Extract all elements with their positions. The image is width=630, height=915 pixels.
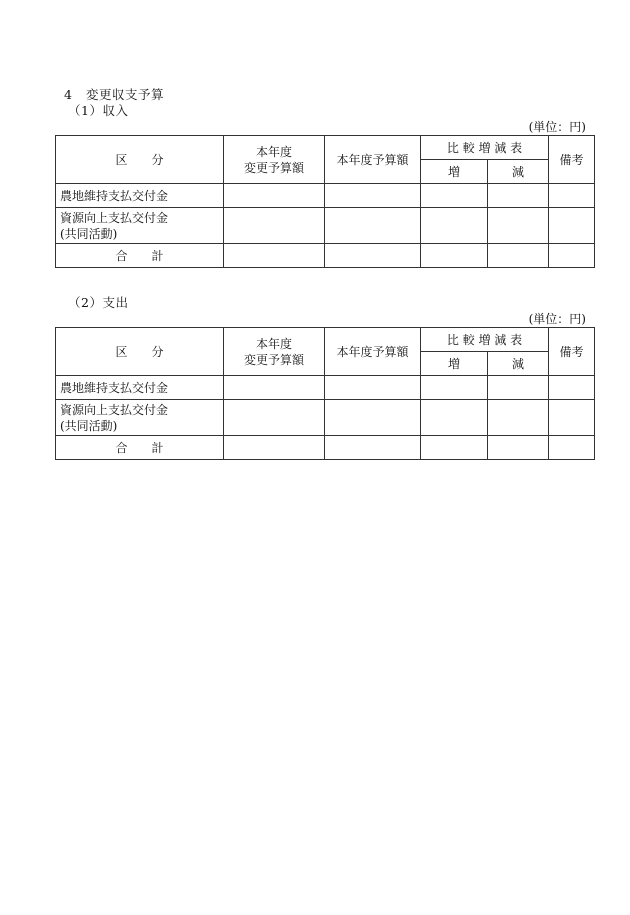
- header-revised-line2: 変更予算額: [243, 352, 304, 367]
- row-label-line1: 資源向上支払交付金: [60, 210, 169, 225]
- cell: [325, 376, 421, 400]
- header-comparison: 比 較 増 減 表: [421, 328, 549, 352]
- header-remarks: 備考: [549, 136, 595, 184]
- cell: [488, 436, 549, 460]
- cell: [224, 376, 325, 400]
- row-label: 農地維持支払交付金: [56, 184, 224, 208]
- cell: [325, 184, 421, 208]
- cell: [549, 244, 595, 268]
- table-row: [56, 208, 595, 244]
- cell: [224, 184, 325, 208]
- cell: [421, 184, 488, 208]
- row-label: 農地維持支払交付金: [56, 376, 224, 400]
- header-increase: 増: [421, 352, 488, 376]
- table-row: [56, 400, 595, 436]
- table-row-total: [56, 436, 595, 460]
- cell: [549, 208, 595, 244]
- header-decrease: 減: [488, 352, 549, 376]
- cell: [421, 208, 488, 244]
- cell: [421, 244, 488, 268]
- cell: [421, 436, 488, 460]
- cell: [224, 244, 325, 268]
- cell: [325, 400, 421, 436]
- cell: [488, 400, 549, 436]
- cell: [421, 400, 488, 436]
- cell: [325, 244, 421, 268]
- header-revised-line1: 本年度: [255, 336, 292, 351]
- cell: [549, 184, 595, 208]
- cell: [224, 436, 325, 460]
- header-revised-budget: [224, 328, 325, 376]
- total-label: 合 計: [56, 436, 224, 460]
- income-unit-label: (単位：円): [528, 120, 586, 134]
- total-label: 合 計: [56, 244, 224, 268]
- header-category: 区 分: [56, 328, 224, 376]
- header-revised-line1: 本年度: [255, 144, 292, 159]
- cell: [549, 400, 595, 436]
- header-decrease: 減: [488, 160, 549, 184]
- cell: [488, 208, 549, 244]
- cell: [325, 436, 421, 460]
- header-category: 区 分: [56, 136, 224, 184]
- row-label: [56, 400, 224, 436]
- income-subtitle: （1）収入: [68, 103, 129, 118]
- cell: [488, 376, 549, 400]
- expenditure-unit-label: (単位：円): [528, 312, 586, 326]
- header-increase: 増: [421, 160, 488, 184]
- header-revised-line2: 変更予算額: [243, 160, 304, 175]
- header-current-budget: 本年度予算額: [325, 136, 421, 184]
- row-label: [56, 208, 224, 244]
- income-budget-table: [55, 135, 595, 268]
- cell: [325, 208, 421, 244]
- header-comparison: 比 較 増 減 表: [421, 136, 549, 160]
- cell: [488, 184, 549, 208]
- cell: [224, 208, 325, 244]
- row-label-line1: 資源向上支払交付金: [60, 402, 169, 417]
- header-remarks: 備考: [549, 328, 595, 376]
- table-row-total: [56, 244, 595, 268]
- cell: [224, 400, 325, 436]
- row-label-line2: (共同活動): [60, 418, 118, 433]
- table-row: [56, 184, 595, 208]
- header-current-budget: 本年度予算額: [325, 328, 421, 376]
- cell: [549, 436, 595, 460]
- table-row: [56, 376, 595, 400]
- cell: [549, 376, 595, 400]
- header-revised-budget: [224, 136, 325, 184]
- expenditure-budget-table: [55, 327, 595, 460]
- expenditure-subtitle: （2）支出: [68, 295, 129, 310]
- cell: [421, 376, 488, 400]
- row-label-line2: (共同活動): [60, 226, 118, 241]
- section-number: 4: [64, 87, 73, 102]
- cell: [488, 244, 549, 268]
- section-title: 変更収支予算: [86, 87, 165, 102]
